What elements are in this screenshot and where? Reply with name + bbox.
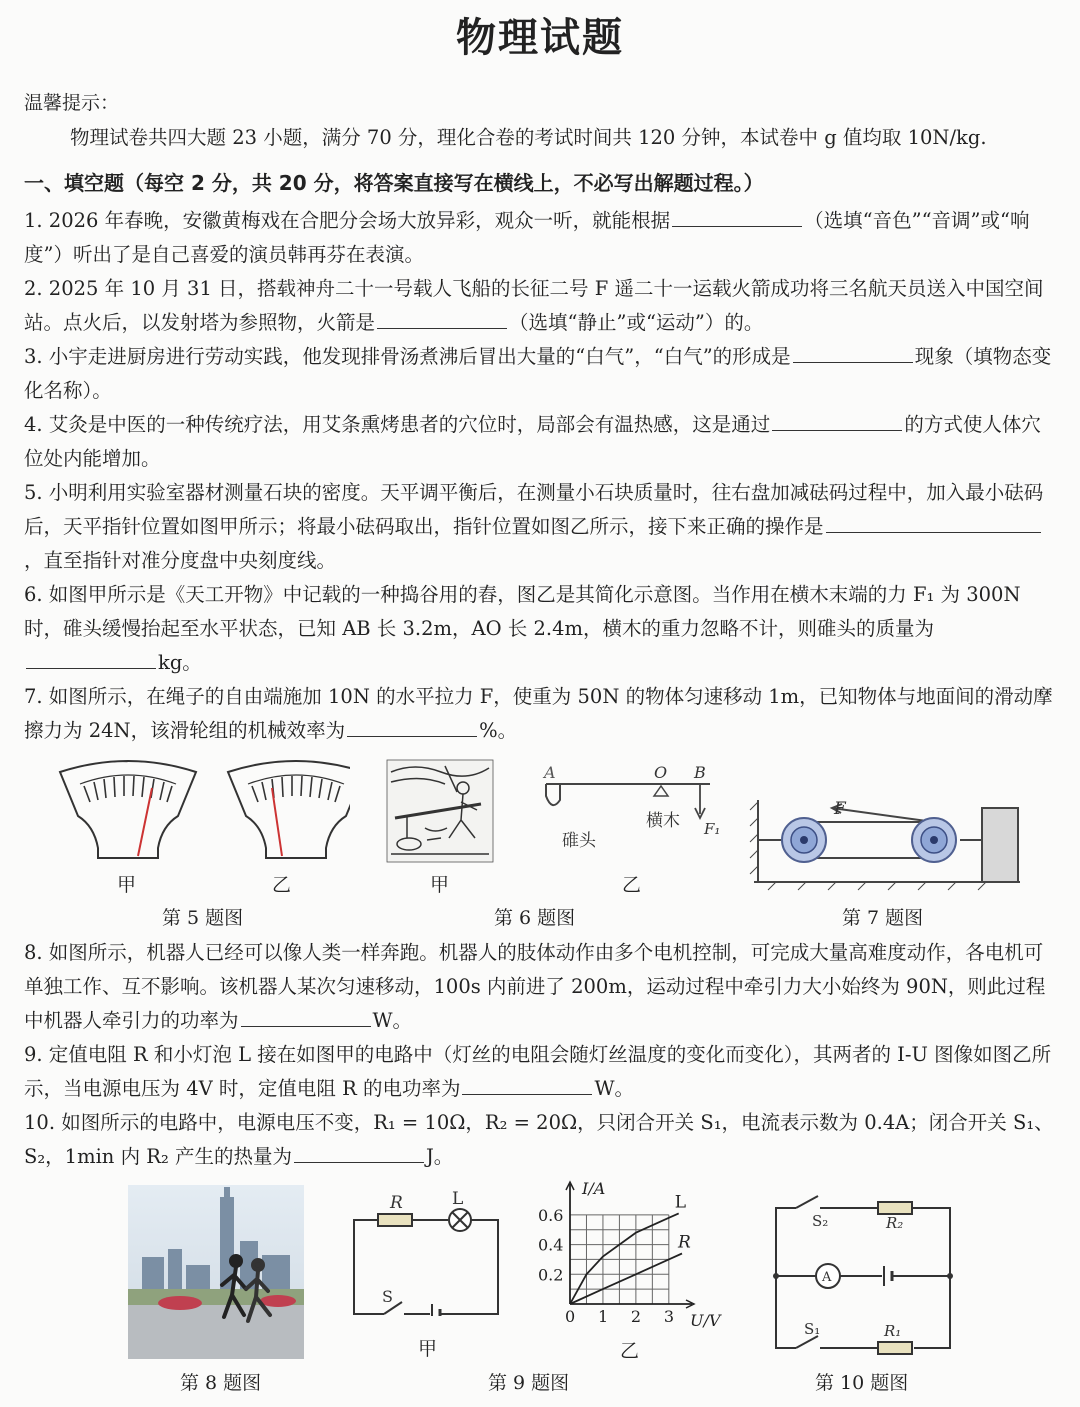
question-text: 7. 如图所示，在绳子的自由端施加 10N 的水平拉力 F，使重为 50N 的物体匀速移动 1m，已知物体与地面间的滑动摩擦力为 24N，该滑轮组的机械效率为 — [24, 685, 1053, 742]
answer-blank[interactable] — [241, 1006, 371, 1027]
fig7-pulley-system — [748, 796, 1030, 894]
answer-blank[interactable] — [347, 716, 477, 737]
question-text: 6. 如图甲所示是《天工开物》中记载的一种捣谷用的舂，图乙是其简化示意图。当作用在横木末端的力 F₁ 为 300N 时，碓头缓慢抬起至水平状态，已知 AB 长 3.2m，AO 长 2.4m，横木的重力忽略不计，则碓头的质量为 — [24, 583, 1021, 640]
lamp-label: L — [452, 1189, 464, 1209]
force-label: F — [834, 799, 846, 819]
series-label-R: R — [678, 1232, 691, 1253]
label-yi: 乙 — [620, 1340, 640, 1362]
resistor-r-icon — [378, 1214, 412, 1226]
switch-label: S — [382, 1287, 393, 1306]
force-label: F₁ — [704, 820, 721, 838]
fig9-iu-chart — [530, 1176, 730, 1332]
point-o-label: O — [654, 763, 668, 782]
caption-fig8: 第 8 题图 — [180, 1372, 262, 1394]
question-text: 2. 2025 年 10 月 31 日，搭载神舟二十一号载人飞船的长征二号 F 遥二十一运载火箭成功将三名航天员送入中国空间站。点火后，以发射塔为参照物，火箭是 — [24, 277, 1044, 334]
switch-s2-label: S₂ — [812, 1212, 829, 1230]
answer-blank[interactable] — [462, 1074, 592, 1095]
y-axis-label: I/A — [582, 1179, 606, 1198]
series-label-L: L — [674, 1192, 687, 1213]
fig10-circuit — [766, 1190, 962, 1356]
point-b-label: B — [694, 763, 706, 782]
hint-label: 温馨提示： — [24, 92, 120, 114]
y-tick-label: 0.2 — [538, 1265, 564, 1285]
question-text: （选填“静止”或“运动”）的。 — [509, 311, 764, 334]
resistor-r1-icon — [878, 1342, 912, 1354]
hint-text: 物理试卷共四大题 23 小题，满分 70 分，理化合卷的考试时间共 120 分钟，本试卷中 g 值均取 10N/kg. — [70, 126, 987, 149]
question-6 — [24, 578, 1060, 680]
question-text: 4. 艾灸是中医的一种传统疗法，用艾条熏烤患者的穴位时，局部会有温热感，这是通过 — [24, 413, 771, 436]
question-text: 1. 2026 年春晚，安徽黄梅戏在合肥分会场大放异彩，观众一听，就能根据 — [24, 209, 671, 232]
section-heading: 一、填空题（每空 2 分，共 20 分，将答案直接写在横线上，不必写出解题过程。） — [24, 171, 764, 195]
question-text: ，直至指针对准分度盘中央刻度线。 — [24, 549, 337, 572]
question-text: 10. 如图所示的电路中，电源电压不变，R₁ = 10Ω，R₂ = 20Ω，只闭合开关 S₁，电流表示数为 0.4A；闭合开关 S₁、S₂，1min 内 R₂ 产生的热量为 — [24, 1111, 1054, 1168]
question-10 — [24, 1106, 1060, 1174]
answer-blank[interactable] — [793, 342, 913, 363]
question-4 — [24, 408, 1060, 476]
answer-blank[interactable] — [294, 1142, 424, 1163]
label-jia: 甲 — [117, 874, 137, 896]
block — [982, 808, 1018, 882]
fig6-lever-diagram — [538, 760, 728, 850]
question-3 — [24, 340, 1060, 408]
caption-fig5: 第 5 题图 — [162, 907, 244, 929]
mortar-head — [546, 784, 560, 805]
caption-fig9: 第 9 题图 — [488, 1372, 570, 1394]
question-text: 9. 定值电阻 R 和小灯泡 L 接在如图甲的电路中（灯丝的电阻会随灯丝温度的变化而变化），其两者的 I-U 图像如图乙所示，当电源电压为 4V 时，定值电阻 R 的电功率为 — [24, 1043, 1052, 1100]
question-text: 5. 小明利用实验室器材测量石块的密度。天平调平衡后，在测量小石块质量时，往右盘加减砝码过程中，加入最小砝码后，天平指针位置如图甲所示；将最小砝码取出，指针位置如图乙所示，接下来正确的操作是 — [24, 481, 1044, 538]
fulcrum-icon — [654, 786, 668, 796]
x-axis-label: U/V — [690, 1311, 721, 1330]
switch-s2-icon — [796, 1196, 818, 1208]
question-7 — [24, 680, 1060, 748]
page-title: 物理试题 — [456, 14, 624, 61]
label-jia: 甲 — [418, 1338, 438, 1360]
label-jia: 甲 — [430, 874, 450, 896]
fig5-balance-dials — [50, 758, 350, 898]
x-tick-label: 1 — [597, 1307, 609, 1326]
head-label: 碓头 — [562, 831, 596, 850]
question-8 — [24, 936, 1060, 1038]
switch-s1-label: S₁ — [804, 1320, 821, 1338]
fig8-robot-photo — [128, 1185, 304, 1359]
caption-fig7: 第 7 题图 — [842, 907, 924, 929]
point-a-label: A — [544, 763, 556, 782]
pulley-left-icon — [782, 818, 826, 862]
resistor-r2-icon — [878, 1202, 912, 1214]
dial-yi — [228, 761, 350, 858]
question-9 — [24, 1038, 1060, 1106]
answer-blank[interactable] — [672, 206, 802, 227]
x-tick-label: 3 — [663, 1307, 675, 1326]
ammeter-label: A — [822, 1270, 832, 1285]
y-tick-label: 0.6 — [538, 1205, 564, 1225]
question-5 — [24, 476, 1060, 578]
answer-blank[interactable] — [772, 410, 902, 431]
resistor-r1-label: R₁ — [884, 1322, 902, 1340]
question-1 — [24, 204, 1060, 272]
beam-label: 横木 — [646, 811, 680, 831]
x-tick-label: 0 — [565, 1307, 576, 1326]
dial-jia — [60, 761, 196, 858]
x-tick-label: 2 — [630, 1307, 642, 1326]
label-yi: 乙 — [272, 874, 292, 896]
y-tick-label: 0.4 — [538, 1235, 564, 1255]
question-text: 的方式使人体穴位处内能增加。 — [24, 413, 1041, 470]
question-text: 3. 小宇走进厨房进行劳动实践，他发现排骨汤煮沸后冒出大量的“白气”，“白气”的形成是 — [24, 345, 791, 368]
rope-free-end — [832, 808, 934, 822]
caption-fig10: 第 10 题图 — [815, 1372, 909, 1394]
answer-blank[interactable] — [377, 308, 507, 329]
question-text: J。 — [425, 1145, 454, 1168]
answer-blank[interactable] — [826, 512, 1041, 533]
question-text: W。 — [372, 1009, 413, 1032]
fig9-circuit-jia — [348, 1188, 508, 1316]
resistor-label: R — [390, 1193, 403, 1213]
question-text: 8. 如图所示，机器人已经可以像人类一样奔跑。机器人的肢体动作由多个电机控制，可完成大量高难度动作，各电机可单独工作、互不影响。该机器人某次匀速移动，100s 内前进了 200m，运动过程中牵引力大小始终为 90N，则此过程中机器人牵引力的功率为 — [24, 941, 1046, 1032]
caption-fig6: 第 6 题图 — [494, 907, 576, 929]
question-2 — [24, 272, 1060, 340]
question-text: 现象（填物态变化名称）。 — [24, 345, 1052, 402]
resistor-r2-label: R₂ — [886, 1214, 904, 1232]
question-text: kg。 — [158, 651, 202, 674]
fig6-mortar-illustration — [385, 758, 495, 866]
question-text: %。 — [479, 719, 518, 742]
question-text: （选填“音色”“音调”或“响度”）听出了是自己喜爱的演员韩再芬在表演。 — [24, 209, 1030, 266]
label-yi: 乙 — [622, 874, 642, 896]
answer-blank[interactable] — [26, 648, 156, 669]
question-text: W。 — [594, 1077, 635, 1100]
pulley-right-icon — [912, 818, 956, 862]
